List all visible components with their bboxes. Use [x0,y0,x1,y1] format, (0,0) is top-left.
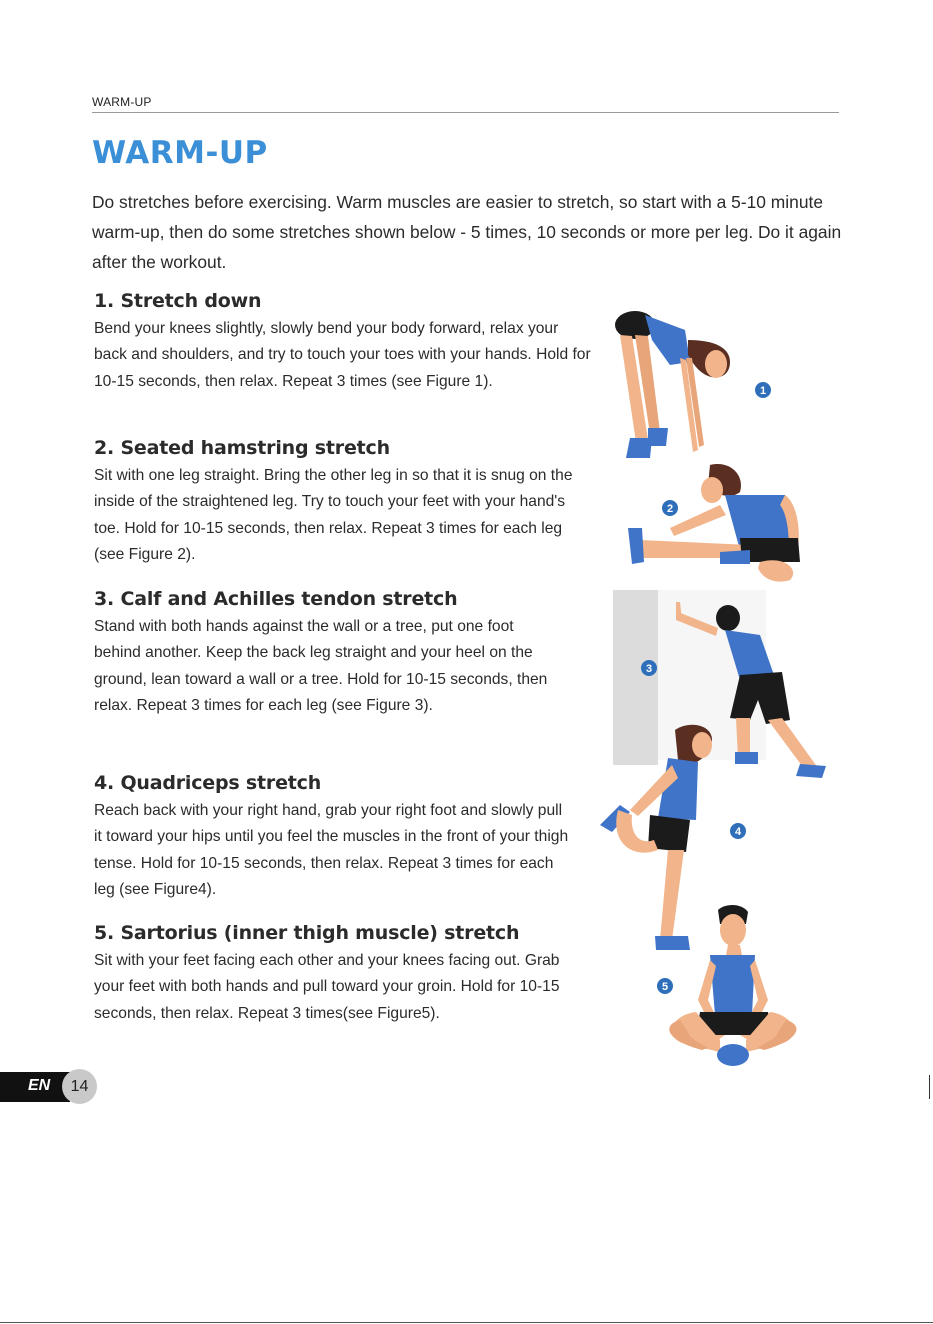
bottom-rule [0,1322,933,1323]
step-stretch-down [94,290,594,395]
step-heading: 5. Sartorius (inner thigh muscle) stretch [94,922,520,944]
step-body: Stand with both hands against the wall or a tree, put one foot behind another. Keep the back leg straight and your heel on the ground, lean toward a wall or a tree. Hold for 10-15 seconds, then relax. Repeat 3 times for each leg (see Figure 3). [94,618,548,715]
step-heading: 4. Quadriceps stretch [94,772,322,794]
svg-text:3: 3 [645,663,653,675]
page-title: WARM-UP [92,135,268,171]
stretch-illustrations [590,300,840,1080]
step-calf-achilles [94,588,564,720]
step-sartorius [94,922,574,1027]
step-heading: 1. Stretch down [94,290,262,312]
step-body: Sit with your feet facing each other and your knees facing out. Grab your feet with both hands and pull toward your groin. Hold for 10-15 seconds, then relax. Repeat 3 times(see Figure5). [94,952,560,1022]
page-number: 14 [62,1069,97,1104]
figure-badge-1 [755,382,771,398]
footer-language: EN [28,1077,51,1094]
figure-badge-3 [641,660,657,676]
step-heading: 3. Calf and Achilles tendon stretch [94,588,458,610]
figure-3-calf-stretch [613,590,826,778]
step-body: Sit with one leg straight. Bring the other leg in so that it is snug on the inside of the straightened leg. Try to touch your feet with your hand's toe. Hold for 10-15 seconds, then relax. Repeat 3 times for each leg (see Figure 2). [94,467,573,564]
svg-text:5: 5 [661,981,669,993]
svg-text:2: 2 [666,503,674,515]
svg-text:4: 4 [734,826,742,838]
step-body: Reach back with your right hand, grab your right foot and slowly pull it toward your hips until you feel the muscles in the front of your thigh tense. Hold for 10-15 seconds, then relax. Repeat 3 times for each leg (see Figure4). [94,802,569,899]
figure-badge-2 [662,500,678,516]
svg-text:1: 1 [759,385,767,397]
header-divider [92,112,839,113]
wall-shape [613,590,658,765]
step-body: Bend your knees slightly, slowly bend your body forward, relax your back and shoulders, and try to touch your toes with your hands. Hold for 10-15 seconds, then relax. Repeat 3 times (see Figure 1). [94,320,591,390]
figure-1-stretch-down [615,311,730,458]
figure-5-sartorius-stretch [669,905,796,1066]
figure-badge-4 [730,823,746,839]
crop-mark [929,1075,930,1099]
figure-badge-5 [657,978,673,994]
step-heading: 2. Seated hamstring stretch [94,437,390,459]
intro-paragraph: Do stretches before exercising. Warm muscles are easier to stretch, so start with a 5-10 minute warm-up, then do some stretches shown below - 5 times, 10 seconds or more per leg. Do it again after the workout. [92,192,842,272]
step-seated-hamstring [94,437,589,569]
step-quadriceps [94,772,574,904]
running-header: WARM-UP [92,95,152,109]
figure-2-seated-hamstring [628,464,800,582]
